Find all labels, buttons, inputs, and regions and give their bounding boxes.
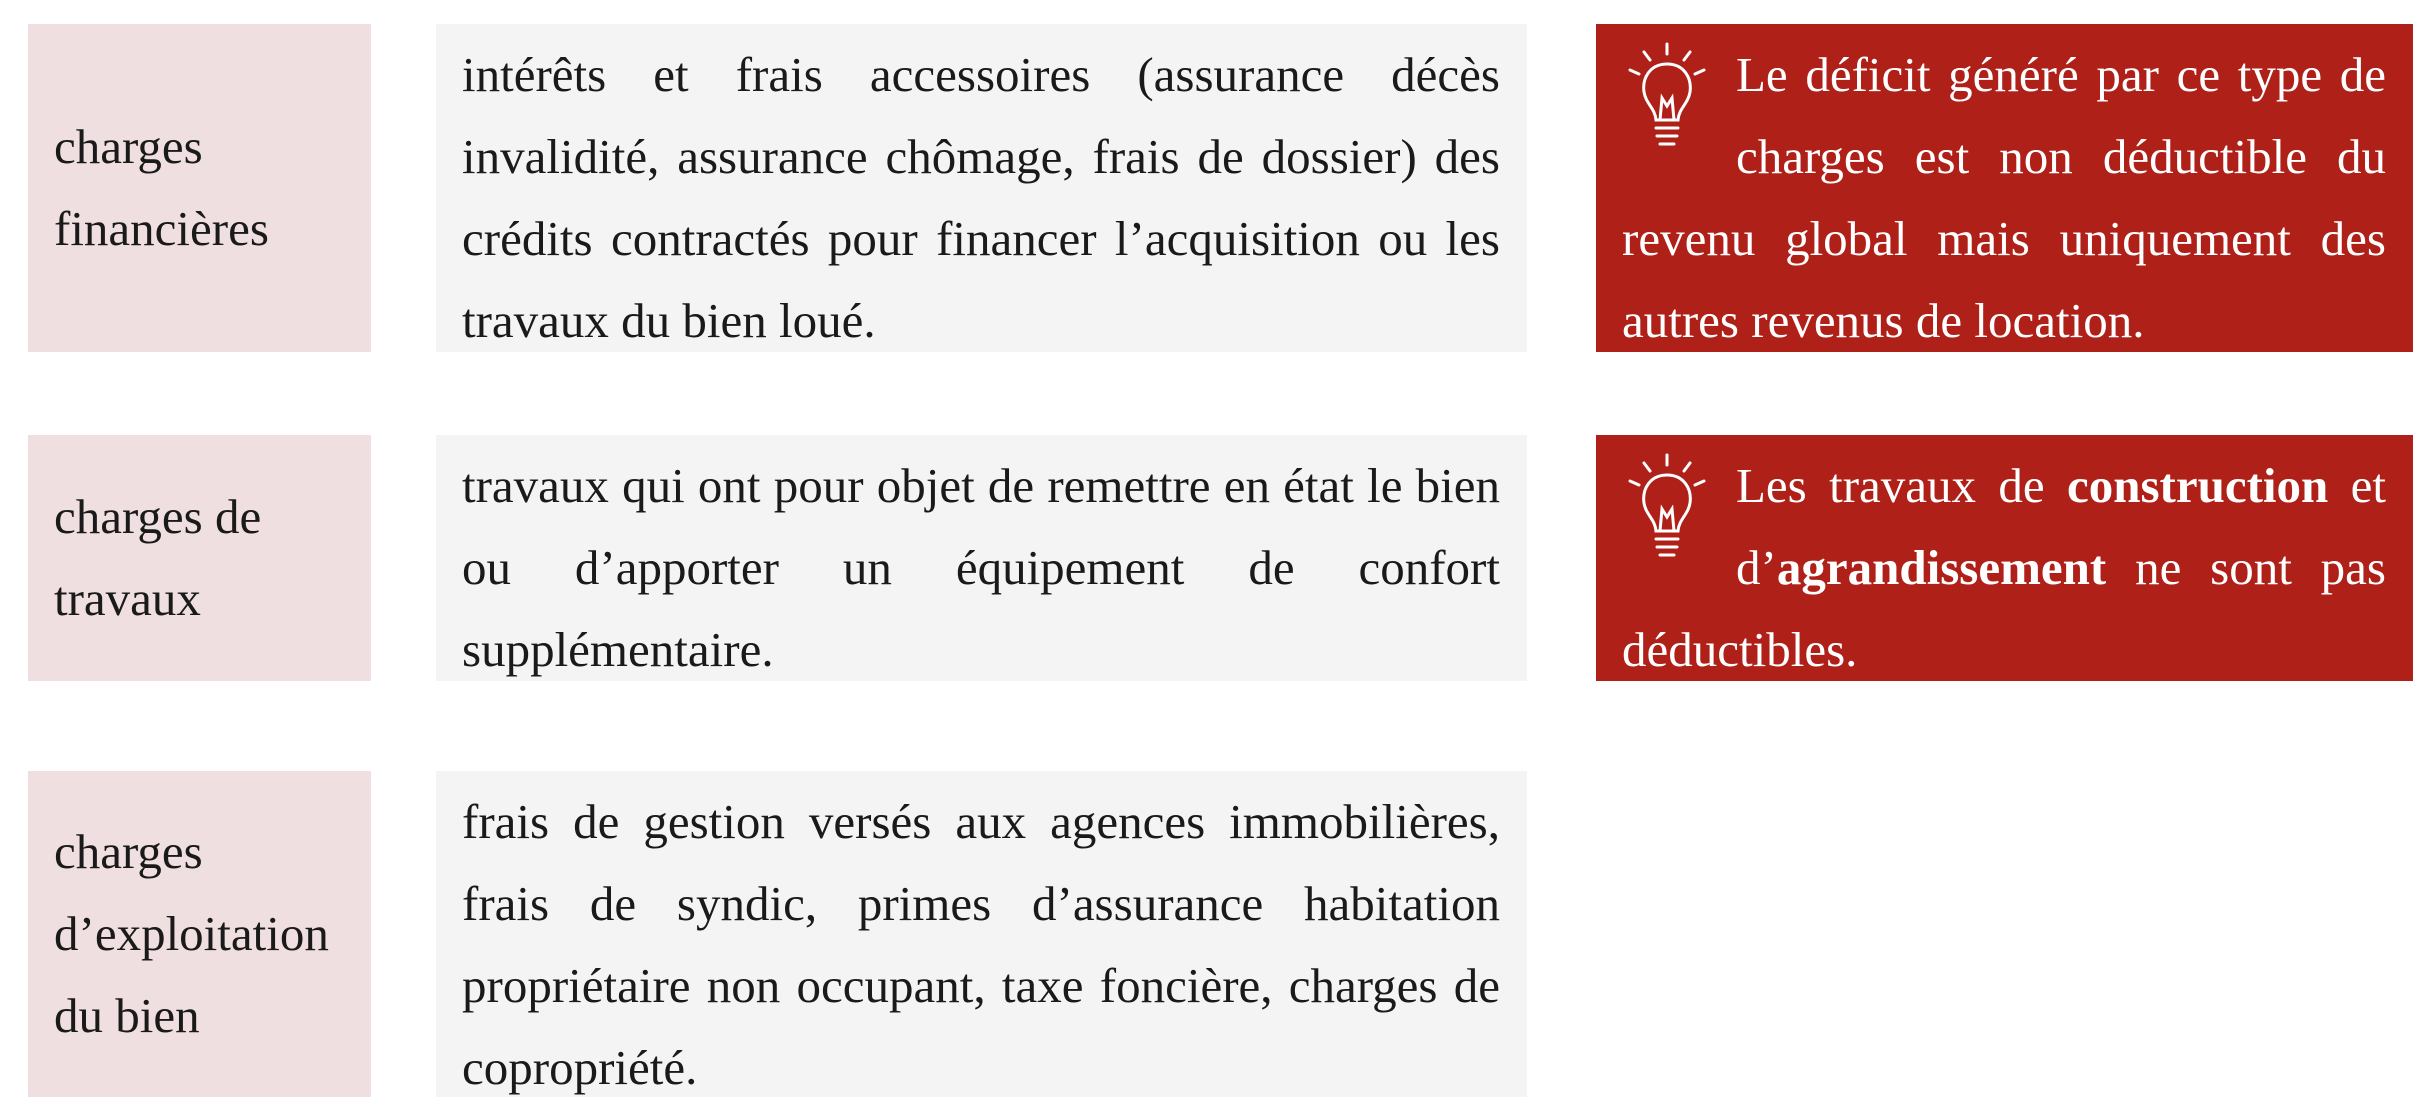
charge-description-text: travaux qui ont pour objet de remettre en état le bien ou d’apporter un équipement de confort supplémentaire. bbox=[462, 458, 1500, 677]
charge-label-exploitation bbox=[28, 771, 371, 1097]
charge-label-financieres bbox=[28, 24, 371, 352]
note-text-part: Les travaux de bbox=[1736, 458, 2067, 513]
charge-label-line: travaux bbox=[54, 571, 201, 626]
charge-description-financieres bbox=[436, 24, 1527, 352]
lightbulb-icon bbox=[1622, 40, 1712, 160]
charge-label-line: charges bbox=[54, 119, 203, 174]
note-text-part: ne sont pas déductibles. bbox=[1622, 540, 2386, 677]
charge-description-text: frais de gestion versés aux agences immobilières, frais de syndic, primes d’assurance habitation propriétaire non occupant, taxe foncière, charges de copropriété. bbox=[462, 794, 1500, 1095]
note-text-part: et d’ bbox=[1736, 458, 2386, 595]
lightbulb-icon bbox=[1622, 451, 1712, 571]
note-bold-word: construction bbox=[2066, 458, 2329, 513]
note-text: Le déficit généré par ce type de charges est non déductible du revenu global mais uniquement des autres revenus de location. bbox=[1622, 47, 2386, 348]
charge-description-travaux bbox=[436, 435, 1527, 681]
charge-label-line: d’exploitation bbox=[54, 906, 329, 961]
note-bold-word: agrandissement bbox=[1776, 540, 2107, 595]
charge-label-travaux bbox=[28, 435, 371, 681]
charge-label-line: charges bbox=[54, 824, 203, 879]
note-box-financieres bbox=[1596, 24, 2413, 352]
charge-description-exploitation bbox=[436, 771, 1527, 1097]
charge-label-line: charges de bbox=[54, 489, 262, 544]
charge-label-line: financières bbox=[54, 201, 269, 256]
charge-label-line: du bien bbox=[54, 988, 200, 1043]
note-box-travaux bbox=[1596, 435, 2413, 681]
charge-description-text: intérêts et frais accessoires (assurance décès invalidité, assurance chômage, frais de dossier) des crédits contractés pour financer l’acquisition ou les travaux du bien loué. bbox=[462, 47, 1500, 348]
